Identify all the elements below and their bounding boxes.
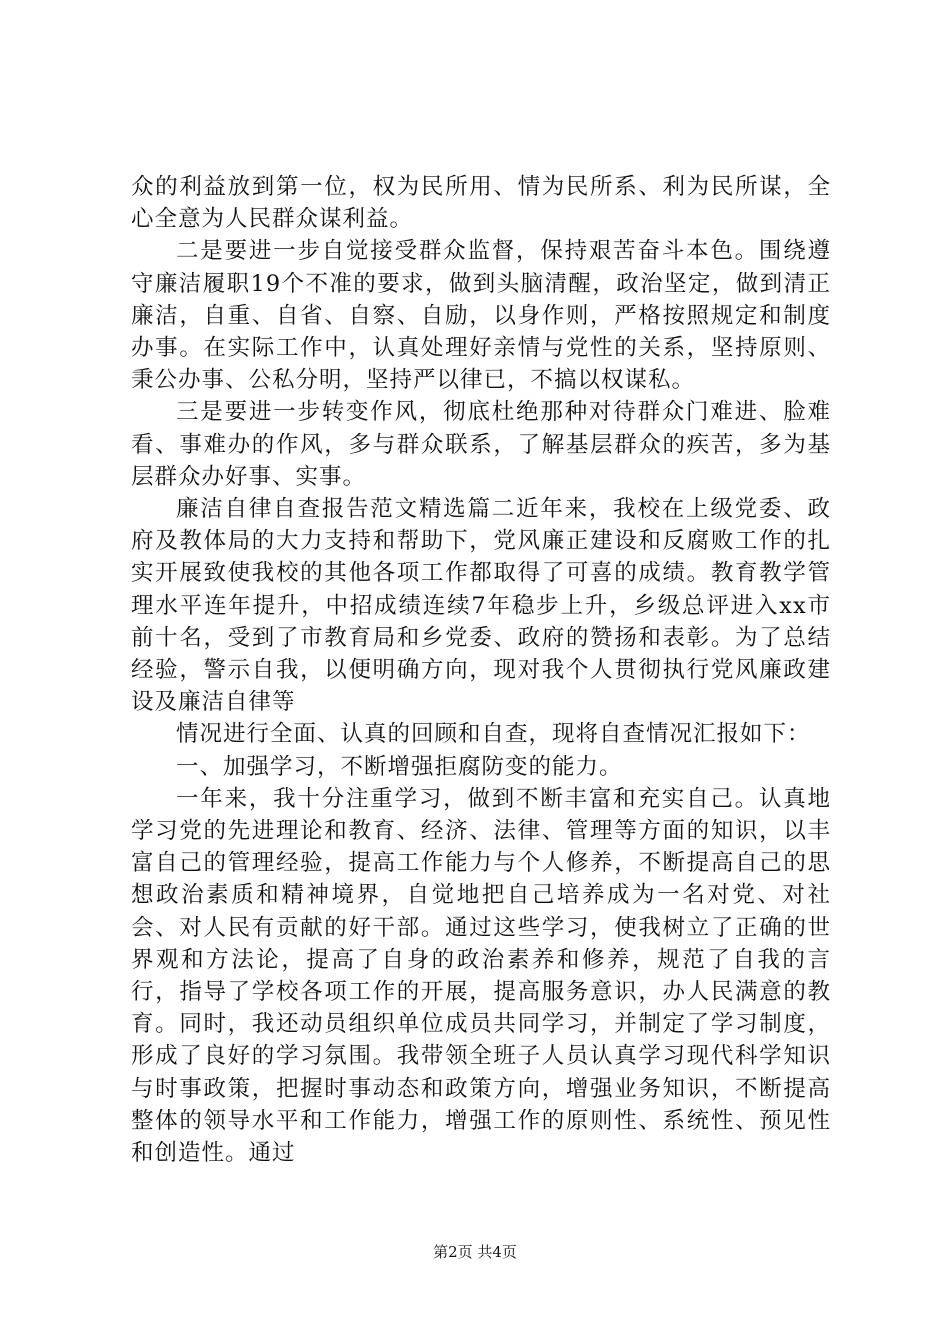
document-body [131,171,831,1169]
paragraph: 一年来，我十分注重学习，做到不断丰富和充实自己。认真地学习党的先进理论和教育、经济、法律、管理等方面的知识，以丰富自己的管理经验，提高工作能力与个人修养，不断提高自己的思想政治素质和精神境界，自觉地把自己培养成为一名对党、对社会、对人民有贡献的好干部。通过这些学习，使我树立了正确的世界观和方法论，提高了自身的政治素养和修养，规范了自我的言行，指导了学校各项工作的开展，提高服务意识，办人民满意的教育。同时，我还动员组织单位成员共同学习，并制定了学习制度，形成了良好的学习氛围。我带领全班子人员认真学习现代科学知识与时事政策，把握时事动态和政策方向，增强业务知识，不断提高整体的领导水平和工作能力，增强工作的原则性、系统性、预见性和创造性。通过 [131,785,831,1167]
paragraph: 二是要进一步自觉接受群众监督，保持艰苦奋斗本色。围绕遵守廉洁履职19个不准的要求，做到头脑清醒，政治坚定，做到清正廉洁，自重、自省、自察、自励，以身作则，严格按照规定和制度办事。在实际工作中，认真处理好亲情与党性的关系，坚持原则、秉公办事、公私分明，坚持严以律已，不搞以权谋私。 [131,238,831,394]
paragraph: 三是要进一步转变作风，彻底杜绝那种对待群众门难进、脸难看、事难办的作风，多与群众联系，了解基层群众的疾苦，多为基层群众办好事、实事。 [131,399,831,490]
paragraph: 众的利益放到第一位，权为民所用、情为民所系、利为民所谋，全心全意为人民群众谋利益。 [131,174,831,233]
section-heading: 一、加强学习，不断增强拒腐防变的能力。 [176,753,623,780]
paragraph: 廉洁自律自查报告范文精选篇二近年来，我校在上级党委、政府及教体局的大力支持和帮助下，党风廉正建设和反腐败工作的扎实开展致使我校的其他各项工作都取得了可喜的成绩。教育教学管理水平连年提升，中招成绩连续7年稳步上升，乡级总评进入xx市前十名，受到了市教育局和乡党委、政府的赞扬和表彰。为了总结经验，警示自我，以便明确方向，现对我个人贯彻执行党风廉政建设及廉洁自律等 [131,496,831,716]
paragraph: 情况进行全面、认真的回顾和自查，现将自查情况汇报如下： [176,721,811,748]
page-number-footer: 第2页 共4页 [433,1243,517,1261]
